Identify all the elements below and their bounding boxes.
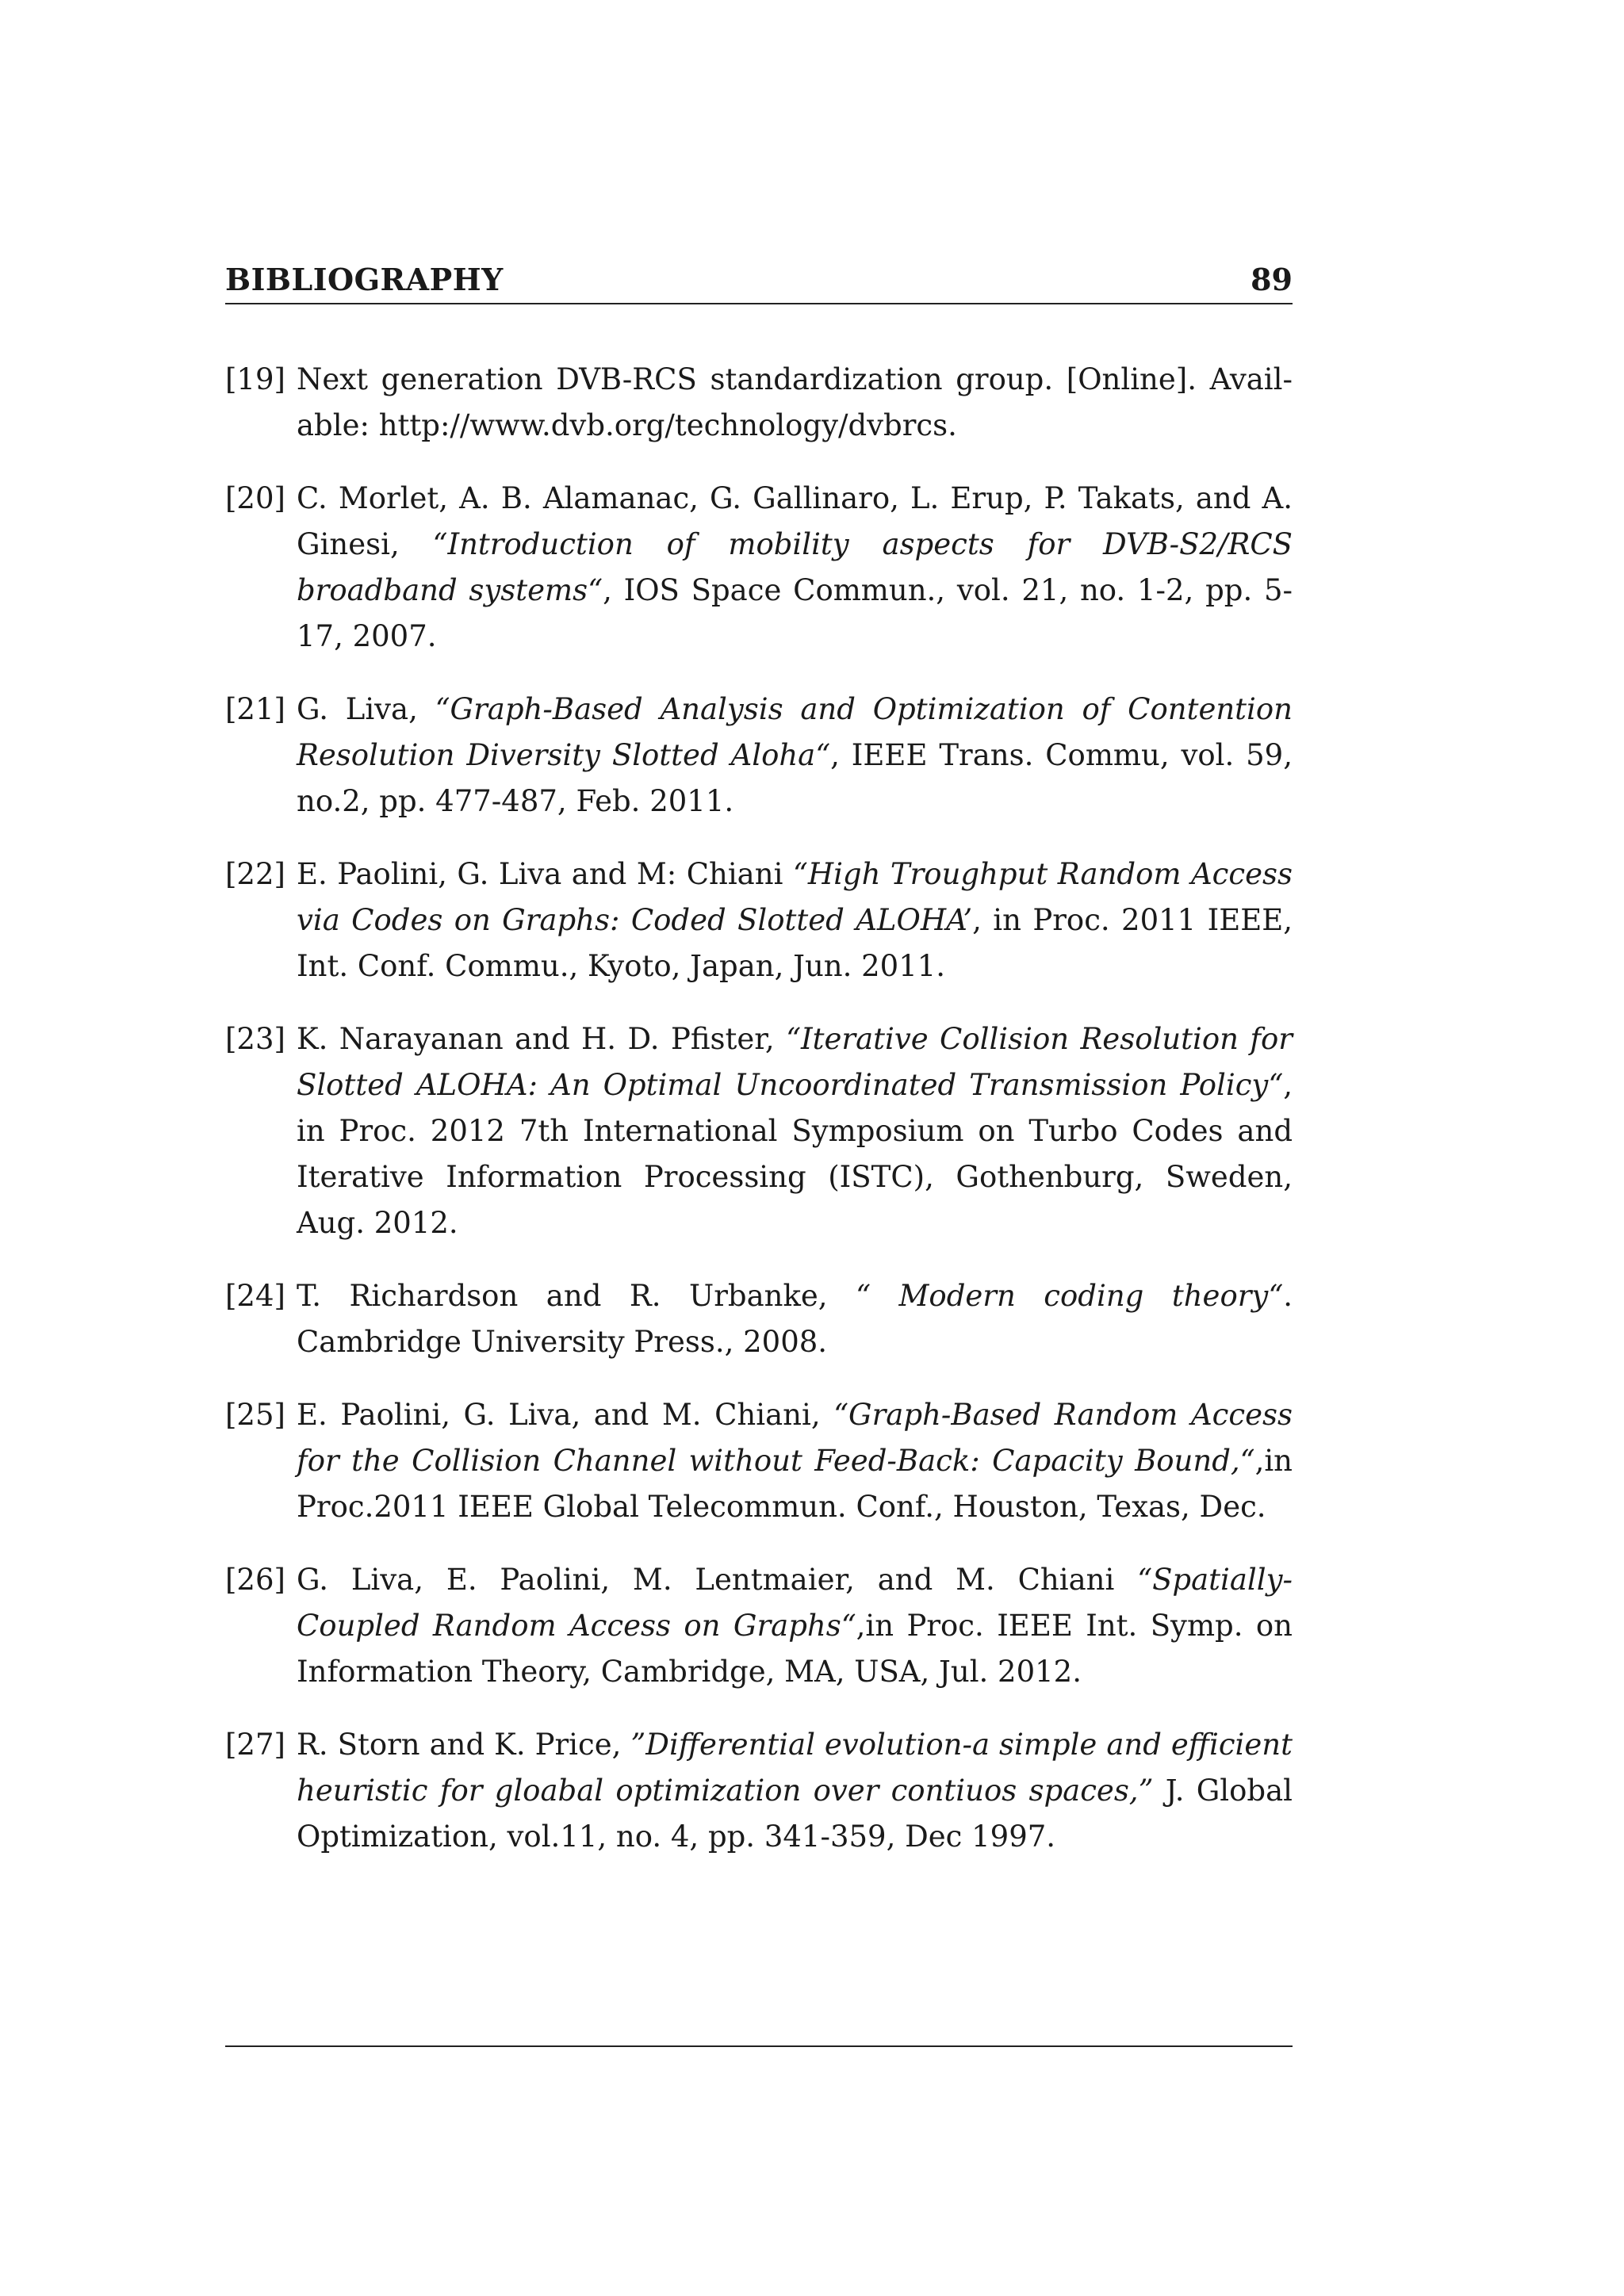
- reference-entry: [225, 1273, 1293, 1365]
- reference-text: [297, 1392, 1293, 1530]
- reference-segment: R. Storn and K. Price,: [297, 1728, 631, 1762]
- reference-entry: [225, 1392, 1293, 1530]
- reference-segment: , in Proc. 2012 7th International Symposium on Turbo Codes and Iterative Information Processing (ISTC), Gothenburg, Sweden, Aug. 2012.: [297, 1068, 1293, 1240]
- reference-text: [297, 476, 1293, 660]
- reference-title: “Graph-Based Analysis and Optimization of Contention Resolution Diversity Slotted Aloha“: [297, 692, 1293, 772]
- reference-number: [21]: [225, 692, 285, 726]
- reference-entry: [225, 357, 1293, 449]
- reference-entry: [225, 1722, 1293, 1860]
- reference-entry: [225, 687, 1293, 825]
- reference-title: “Introduction of mobility aspects for DVB-S2/RCS broadband systems“: [297, 527, 1293, 607]
- reference-segment: J. Global Optimization, vol.11, no. 4, pp. 341-359, Dec 1997.: [297, 1774, 1293, 1854]
- reference-segment: K. Narayanan and H. D. Pfister,: [297, 1022, 787, 1056]
- reference-title: “Graph-Based Random Access for the Collision Channel without Feed-Back: Capacity Bound,“: [297, 1398, 1293, 1478]
- reference-segment: , in Proc. 2011 IEEE, Int. Conf. Commu., Kyoto, Japan, Jun. 2011.: [297, 903, 1293, 983]
- reference-segment: E. Paolini, G. Liva, and M. Chiani,: [297, 1398, 834, 1432]
- footer-rule: [225, 2045, 1293, 2047]
- reference-title: ”Differential evolution-a simple and efficient heuristic for gloabal optimization over contiuos spaces,”: [297, 1728, 1293, 1808]
- reference-entry: [225, 1557, 1293, 1695]
- reference-entry: [225, 1016, 1293, 1246]
- reference-segment: ,in Proc.2011 IEEE Global Telecommun. Conf., Houston, Texas, Dec.: [297, 1444, 1293, 1524]
- reference-segment: C. Morlet, A. B. Alamanac, G. Gallinaro, L. Erup, P. Takats, and A. Ginesi,: [297, 481, 1293, 561]
- reference-number: [19]: [225, 362, 285, 396]
- reference-number: [23]: [225, 1022, 285, 1056]
- reference-text: [297, 1273, 1293, 1365]
- reference-text: [297, 357, 1293, 449]
- reference-number: [27]: [225, 1728, 285, 1762]
- reference-text: [297, 687, 1293, 825]
- reference-text: [297, 851, 1293, 989]
- reference-segment: , IEEE Trans. Commu, vol. 59, no.2, pp. 477-487, Feb. 2011.: [297, 738, 1293, 818]
- reference-segment: E. Paolini, G. Liva and M: Chiani: [297, 857, 793, 891]
- reference-segment: G. Liva,: [297, 692, 435, 726]
- reference-number: [24]: [225, 1279, 285, 1313]
- reference-number: [20]: [225, 481, 285, 515]
- reference-entry: [225, 476, 1293, 660]
- reference-title: “Iterative Collision Resolution for Slotted ALOHA: An Optimal Uncoordinated Transmission Policy“: [297, 1022, 1293, 1102]
- reference-segment: T. Richardson and R. Urbanke,: [297, 1279, 856, 1313]
- reference-text: [297, 1557, 1293, 1695]
- reference-number: [22]: [225, 857, 285, 891]
- reference-entry: [225, 851, 1293, 989]
- reference-segment: , IOS Space Commun., vol. 21, no. 1-2, pp. 5-17, 2007.: [297, 573, 1293, 653]
- reference-segment: Next generation DVB-RCS standardization group. [Online]. Available: http://www.dvb.org/technology/dvbrcs.: [297, 362, 1293, 442]
- reference-number: [26]: [225, 1563, 285, 1597]
- reference-segment: ,in Proc. IEEE Int. Symp. on Information Theory, Cambridge, MA, USA, Jul. 2012.: [297, 1609, 1293, 1689]
- reference-list: [225, 357, 1293, 1887]
- reference-text: [297, 1016, 1293, 1246]
- page-number: 89: [1251, 262, 1293, 297]
- running-header: [225, 262, 1293, 304]
- reference-number: [25]: [225, 1398, 285, 1432]
- reference-segment: . Cambridge University Press., 2008.: [297, 1279, 1293, 1359]
- header-title: BIBLIOGRAPHY: [225, 262, 504, 297]
- reference-title: “Spatially-Coupled Random Access on Graphs“: [297, 1563, 1293, 1643]
- reference-text: [297, 1722, 1293, 1860]
- reference-segment: G. Liva, E. Paolini, M. Lentmaier, and M. Chiani: [297, 1563, 1138, 1597]
- reference-title: “High Troughput Random Access via Codes on Graphs: Coded Slotted ALOHA’: [297, 857, 1293, 937]
- reference-title: “ Modern coding theory“: [856, 1279, 1284, 1313]
